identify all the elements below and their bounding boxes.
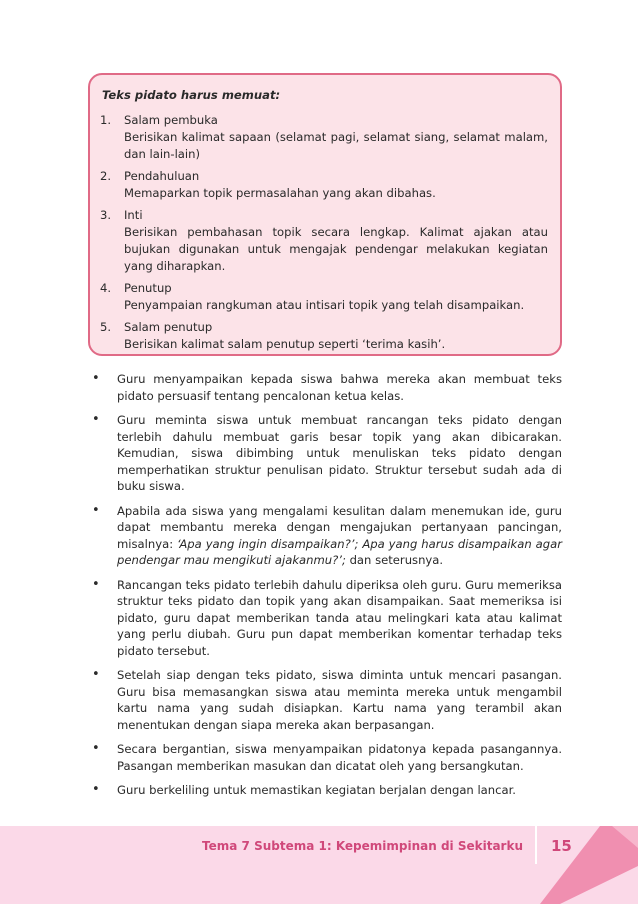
box-title: Teks pidato harus memuat: (102, 88, 281, 102)
step-number: 2. (100, 169, 112, 183)
step-number: 4. (100, 281, 112, 295)
page-footer (0, 826, 638, 904)
step-desc: Penyampaian rangkuman atau intisari topik yang telah disampaikan. (124, 298, 525, 312)
step-item (100, 168, 548, 202)
bullet-item: • Setelah siap dengan teks pidato, siswa diminta untuk mencari pasangan. Guru bisa memasangkan siswa atau meminta mereka untuk mengambil kartu nama yang sudah disiapkan. Kartu nama yang terambil akan menentukan dengan siapa mereka akan berpasangan. (92, 667, 562, 733)
activity-bullet-list (92, 371, 562, 807)
footer-title: Tema 7 Subtema 1: Kepemimpinan di Sekitarku (202, 839, 523, 853)
bullet-text: Apabila ada siswa yang mengalami kesulitan dalam menemukan ide, guru dapat membantu mereka dengan mengajukan pertanyaan pancingan, misalnya: (117, 503, 562, 551)
bullet-example-questions: ‘Apa yang ingin disampaikan?’; Apa yang harus disampaikan agar pendengar mau mengikuti ajakanmu?’; (117, 536, 562, 567)
step-item (100, 319, 548, 353)
bullet-item: • Rancangan teks pidato terlebih dahulu diperiksa oleh guru. Guru memeriksa struktur teks pidato dan topik yang akan disampaikan. Saat memeriksa isi pidato, guru dapat memberikan tanda atau melingkari kata atau kalimat yang perlu diubah. Guru pun dapat memberikan komentar terhadap teks pidato tersebut. (92, 577, 562, 660)
step-number: 5. (100, 320, 112, 334)
bullet-item: • Guru meminta siswa untuk membuat rancangan teks pidato dengan terlebih dahulu membuat garis besar topik yang akan dibicarakan. Kemudian, siswa dibimbing untuk menuliskan teks pidato dengan memperhatikan struktur penulisan pidato. Struktur tersebut sudah ada di buku siswa. (92, 412, 562, 495)
speech-structure-box (88, 73, 562, 356)
step-desc: Berisikan pembahasan topik secara lengkap. Kalimat ajakan atau bujukan digunakan untuk mengajak pendengar melakukan kegiatan yang diharapkan. (124, 225, 548, 273)
step-item (100, 112, 548, 163)
step-desc: Memaparkan topik permasalahan yang akan dibahas. (124, 186, 436, 200)
bullet-item (92, 503, 562, 569)
step-head: Inti (124, 208, 143, 222)
step-item (100, 207, 548, 275)
bullet-item: • Secara bergantian, siswa menyampaikan pidatonya kepada pasangannya. Pasangan memberikan masukan dan dicatat oleh yang bersangkutan. (92, 741, 562, 774)
bullet-text: dan seterusnya. (345, 553, 444, 567)
step-desc: Berisikan kalimat sapaan (selamat pagi, selamat siang, selamat malam, dan lain-lain) (124, 130, 548, 161)
step-head: Salam penutup (124, 320, 213, 334)
bullet-item: • Guru menyampaikan kepada siswa bahwa mereka akan membuat teks pidato persuasif tentang pencalonan ketua kelas. (92, 371, 562, 404)
step-desc: Berisikan kalimat salam penutup seperti ‘terima kasih’. (124, 337, 446, 351)
step-head: Salam pembuka (124, 113, 218, 127)
step-head: Penutup (124, 281, 172, 295)
step-item (100, 280, 548, 314)
footer-decoration (0, 826, 638, 904)
step-head: Pendahuluan (124, 169, 200, 183)
step-number: 3. (100, 208, 112, 222)
step-number: 1. (100, 113, 112, 127)
bullet-item: • Guru berkeliling untuk memastikan kegiatan berjalan dengan lancar. (92, 782, 562, 799)
page-number: 15 (551, 837, 572, 855)
footer-divider (535, 826, 537, 864)
